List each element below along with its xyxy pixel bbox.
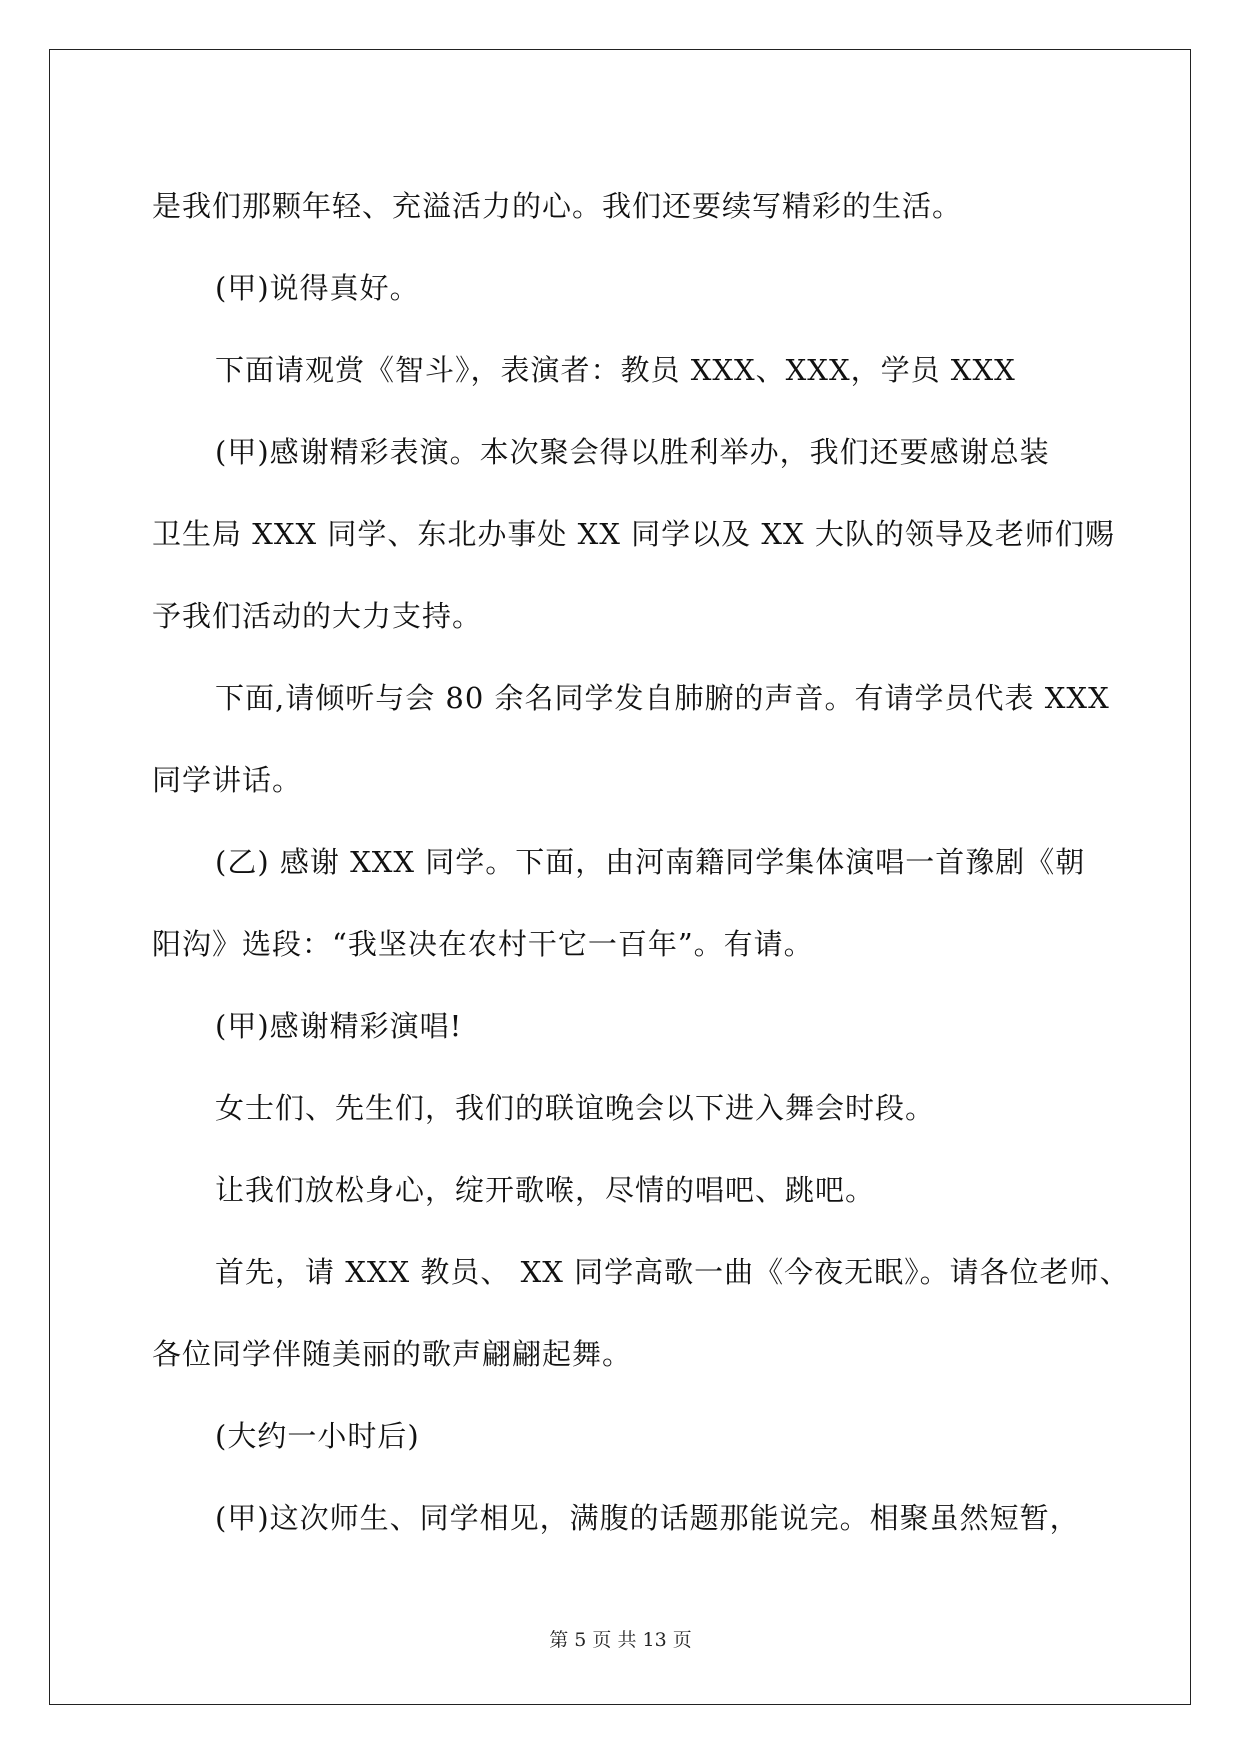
text-line: 下面,请倾听与会 80 余名同学发自肺腑的声音。有请学员代表 XXX (215, 681, 1110, 715)
text-line: 让我们放松身心，绽开歌喉，尽情的唱吧、跳吧。 (215, 1173, 876, 1207)
text-line: 阳沟》选段：“我坚决在农村干它一百年”。有请。 (152, 927, 814, 961)
text-line: 女士们、先生们，我们的联谊晚会以下进入舞会时段。 (215, 1091, 936, 1125)
text-line: (乙) 感谢 XXX 同学。下面，由河南籍同学集体演唱一首豫剧《朝 (215, 845, 1086, 879)
page-number-footer: 第 5 页 共 13 页 (549, 1629, 692, 1651)
text-line: 是我们那颗年轻、充溢活力的心。我们还要续写精彩的生活。 (152, 189, 963, 223)
document-body (152, 165, 1130, 1559)
text-line: 卫生局 XXX 同学、东北办事处 XX 同学以及 XX 大队的领导及老师们赐 (152, 517, 1115, 551)
text-line: 同学讲话。 (152, 763, 303, 797)
text-line: 下面请观赏《智斗》，表演者：教员 XXX、XXX，学员 XXX (215, 353, 1016, 387)
text-line: (甲)感谢精彩演唱! (215, 1009, 463, 1043)
text-line: (甲)这次师生、同学相见，满腹的话题那能说完。相聚虽然短暂， (215, 1501, 1080, 1535)
text-line: (甲)说得真好。 (215, 271, 420, 305)
text-line: 予我们活动的大力支持。 (152, 599, 483, 633)
text-line: (甲)感谢精彩表演。本次聚会得以胜利举办，我们还要感谢总装 (215, 435, 1050, 469)
text-line: (大约一小时后) (215, 1419, 420, 1453)
text-line: 各位同学伴随美丽的歌声翩翩起舞。 (152, 1337, 633, 1371)
text-line: 首先，请 XXX 教员、 XX 同学高歌一曲《今夜无眠》。请各位老师、 (215, 1255, 1130, 1289)
